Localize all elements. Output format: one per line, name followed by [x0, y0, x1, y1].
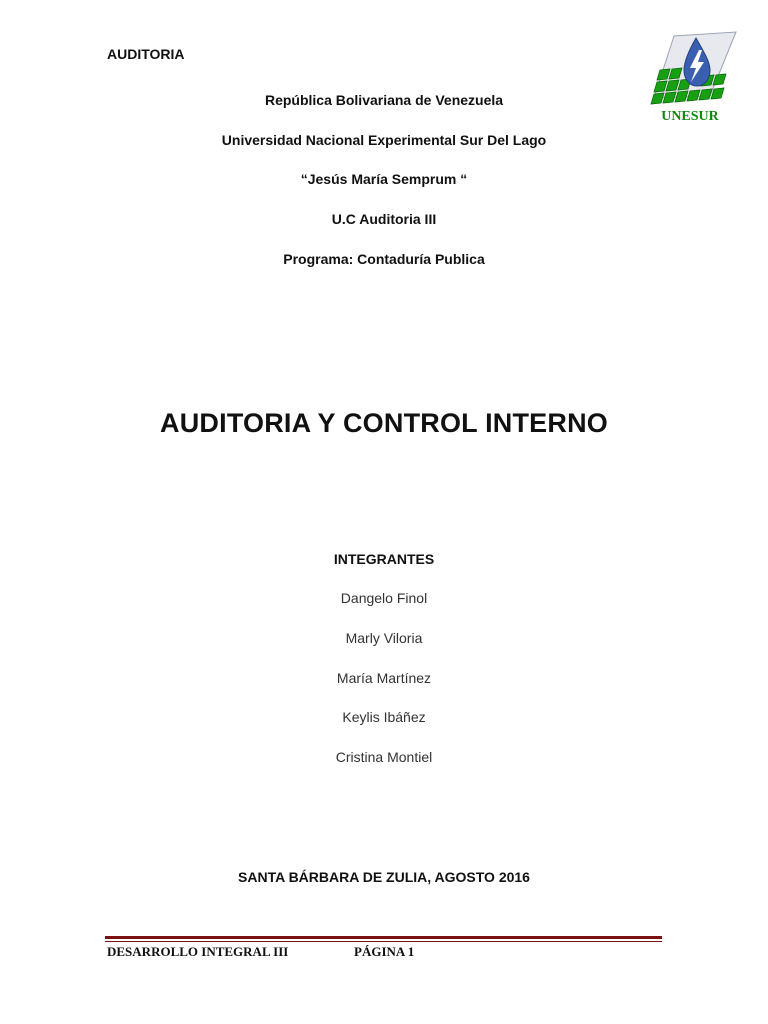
footer-rule	[105, 936, 662, 939]
country-line: República Bolivariana de Venezuela	[264, 92, 504, 108]
member-name: Dangelo Finol	[340, 590, 428, 606]
footer-rule-thin	[105, 941, 662, 942]
course-line: U.C Auditoria III	[331, 211, 437, 227]
campus-line: “Jesús María Semprum “	[300, 171, 468, 187]
member-name: María Martínez	[336, 670, 432, 686]
document-title: AUDITORIA Y CONTROL INTERNO	[160, 408, 608, 438]
unesur-logo	[644, 26, 740, 126]
footer-section-title: DESARROLLO INTEGRAL III	[107, 944, 289, 959]
university-line: Universidad Nacional Experimental Sur Del Lago	[221, 132, 547, 148]
members-heading: INTEGRANTES	[333, 551, 435, 567]
unesur-logo-text: UNESUR	[661, 109, 719, 124]
page-number: PÁGINA 1	[354, 944, 415, 959]
member-name: Keylis Ibáñez	[342, 709, 426, 725]
member-name: Cristina Montiel	[335, 749, 433, 765]
place-date: SANTA BÁRBARA DE ZULIA, AGOSTO 2016	[238, 869, 530, 885]
running-head: AUDITORIA	[107, 46, 185, 62]
unesur-logo-graphic	[644, 26, 740, 126]
member-name: Marly Viloria	[345, 630, 423, 646]
program-line: Programa: Contaduría Publica	[283, 251, 485, 267]
